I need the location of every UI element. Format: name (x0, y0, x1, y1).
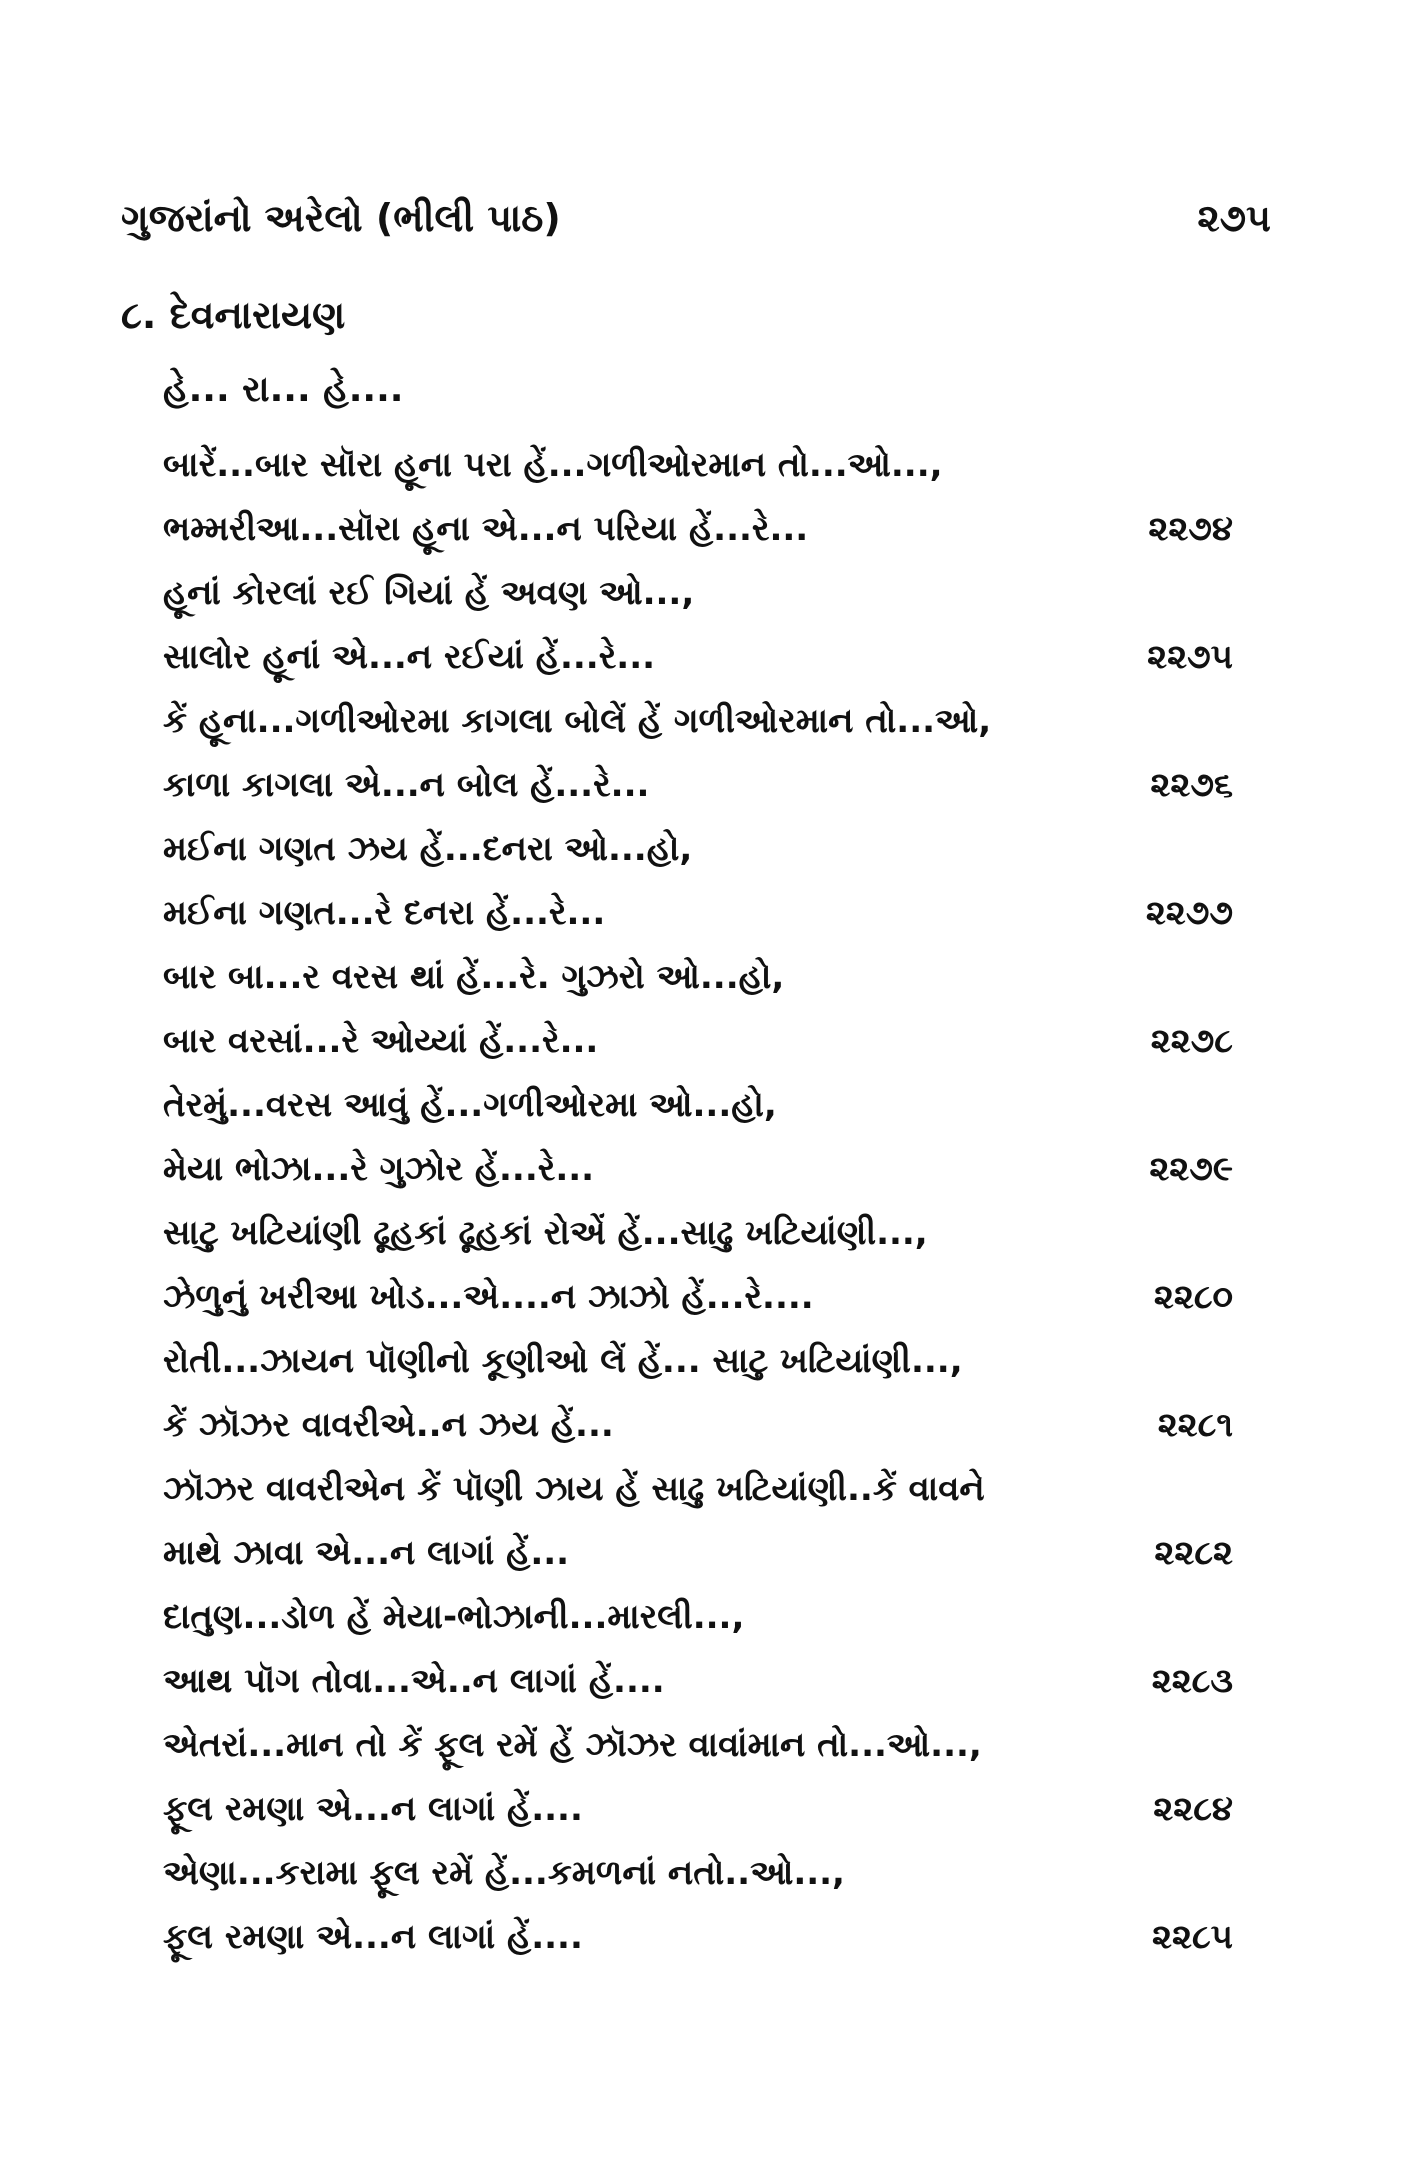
verse-number: ૨૨૭૭ (1145, 893, 1233, 933)
verse-line: બાર બા...ર વરસ થાં હેં...રે. ગુઝરો ઓ...હો, (163, 957, 785, 997)
verse-line: કાળા કાગલા એ...ન બોલ હેં...રે... (163, 765, 650, 805)
verse-number: ૨૨૭૫ (1147, 637, 1233, 677)
verse-line: દાતુણ...ડોળ હેં મેયા-ભોઝાની...મારલી..., (163, 1597, 745, 1637)
verse-line: એતરાં...માન તો કેં ફૂલ રમેં હેં ઝૉઝર વાવાંમાન તો...ઓ..., (163, 1725, 982, 1765)
verse-2284 (163, 1713, 1233, 1841)
verse-line: બાર વરસાં...રે ઓય્યાં હેં...રે... (163, 1021, 599, 1061)
verse-line: કેં ઝૉઝર વાવરીએ..ન ઝય હેં... (163, 1405, 614, 1445)
verse-number: ૨૨૮૦ (1153, 1277, 1233, 1317)
verse-number: ૨૨૮૩ (1151, 1661, 1233, 1701)
verse-number: ૨૨૮૪ (1153, 1789, 1233, 1829)
verse-line: મેયા ભોઝા...રે ગુઝોર હેં...રે... (163, 1149, 595, 1189)
verse-line: ફૂલ રમણા એ...ન લાગાં હેં.... (163, 1789, 583, 1829)
verse-line: ઝૉઝર વાવરીએન કેં પૉણી ઝાય હેં સાઢુ ખટિયાંણી..કેં વાવને (163, 1469, 985, 1509)
verse-2278 (163, 945, 1233, 1073)
verse-line: માથે ઝાવા એ...ન લાગાં હેં... (163, 1533, 570, 1573)
verse-2285 (163, 1841, 1233, 1969)
verse-2275 (163, 561, 1233, 689)
running-header (121, 188, 1271, 248)
verse-line: તેરમું...વરસ આવું હેં...ગળીઓરમા ઓ...હો, (163, 1085, 777, 1125)
verse-line: કેં હૂના...ગળીઓરમા કાગલા બોલેં હેં ગળીઓરમાન તો...ઓ, (163, 701, 992, 741)
page-number: ૨૭૫ (1197, 196, 1271, 240)
verse-number: ૨૨૭૪ (1148, 509, 1233, 549)
verse-line: હૂનાં કોરલાં રઈ ગિયાં હેં અવણ ઓ..., (163, 573, 695, 613)
verse-number: ૨૨૮૨ (1154, 1533, 1233, 1573)
section-heading: ૮. દેવનારાયણ (121, 293, 346, 337)
verse-list (163, 433, 1233, 1969)
running-title: ગુજરાંનો અરેલો (ભીલી પાઠ) (121, 196, 561, 240)
verse-number: ૨૨૮૫ (1152, 1917, 1233, 1957)
verse-number: ૨૨૭૮ (1150, 1021, 1233, 1061)
verse-2283 (163, 1585, 1233, 1713)
verse-line: ફૂલ રમણા એ...ન લાગાં હેં.... (163, 1917, 583, 1957)
verse-line: રોતી...ઝાયન પૉણીનો કૂણીઓ લેં હેં... સાટુ ખટિયાંણી..., (163, 1341, 963, 1381)
verse-2277 (163, 817, 1233, 945)
verse-line: મઈના ગણત...રે દનરા હેં...રે... (163, 893, 606, 933)
verse-2276 (163, 689, 1233, 817)
verse-line: બારેં...બાર સૉરા હૂના પરા હેં...ગળીઓરમાન તો...ઓ..., (163, 445, 943, 485)
verse-line: મઈના ગણત ઝય હેં...દનરા ઓ...હો, (163, 829, 693, 869)
verse-number: ૨૨૭૬ (1150, 765, 1233, 805)
verse-2280 (163, 1201, 1233, 1329)
verse-number: ૨૨૮૧ (1157, 1405, 1233, 1445)
verse-2282 (163, 1457, 1233, 1585)
verse-line: સાટુ ખટિયાંણી ઢૂહકાં ઢૂહકાં રોએં હેં...સાઢુ ખટિયાંણી..., (163, 1213, 928, 1253)
verse-line: ભમ્મરીઆ...સૉરા હૂના એ...ન પરિયા હેં...રે... (163, 509, 809, 549)
verse-line: એણા...કરામા ફૂલ રમેં હેં...કમળનાં નતો..ઓ..., (163, 1853, 845, 1893)
verse-line: સાલોર હૂનાં એ...ન રઈયાં હેં...રે... (163, 637, 656, 677)
verse-number: ૨૨૭૯ (1149, 1149, 1233, 1189)
verse-line: ઝેળુનું ખરીઆ ખોડ...એ....ન ઝાઝો હેં...રે.... (163, 1277, 814, 1317)
intro-line: હે... રા... હે.... (163, 369, 404, 410)
verse-2274 (163, 433, 1233, 561)
verse-2279 (163, 1073, 1233, 1201)
verse-line: આથ પૉગ તોવા...એ..ન લાગાં હેં.... (163, 1661, 665, 1701)
verse-2281 (163, 1329, 1233, 1457)
